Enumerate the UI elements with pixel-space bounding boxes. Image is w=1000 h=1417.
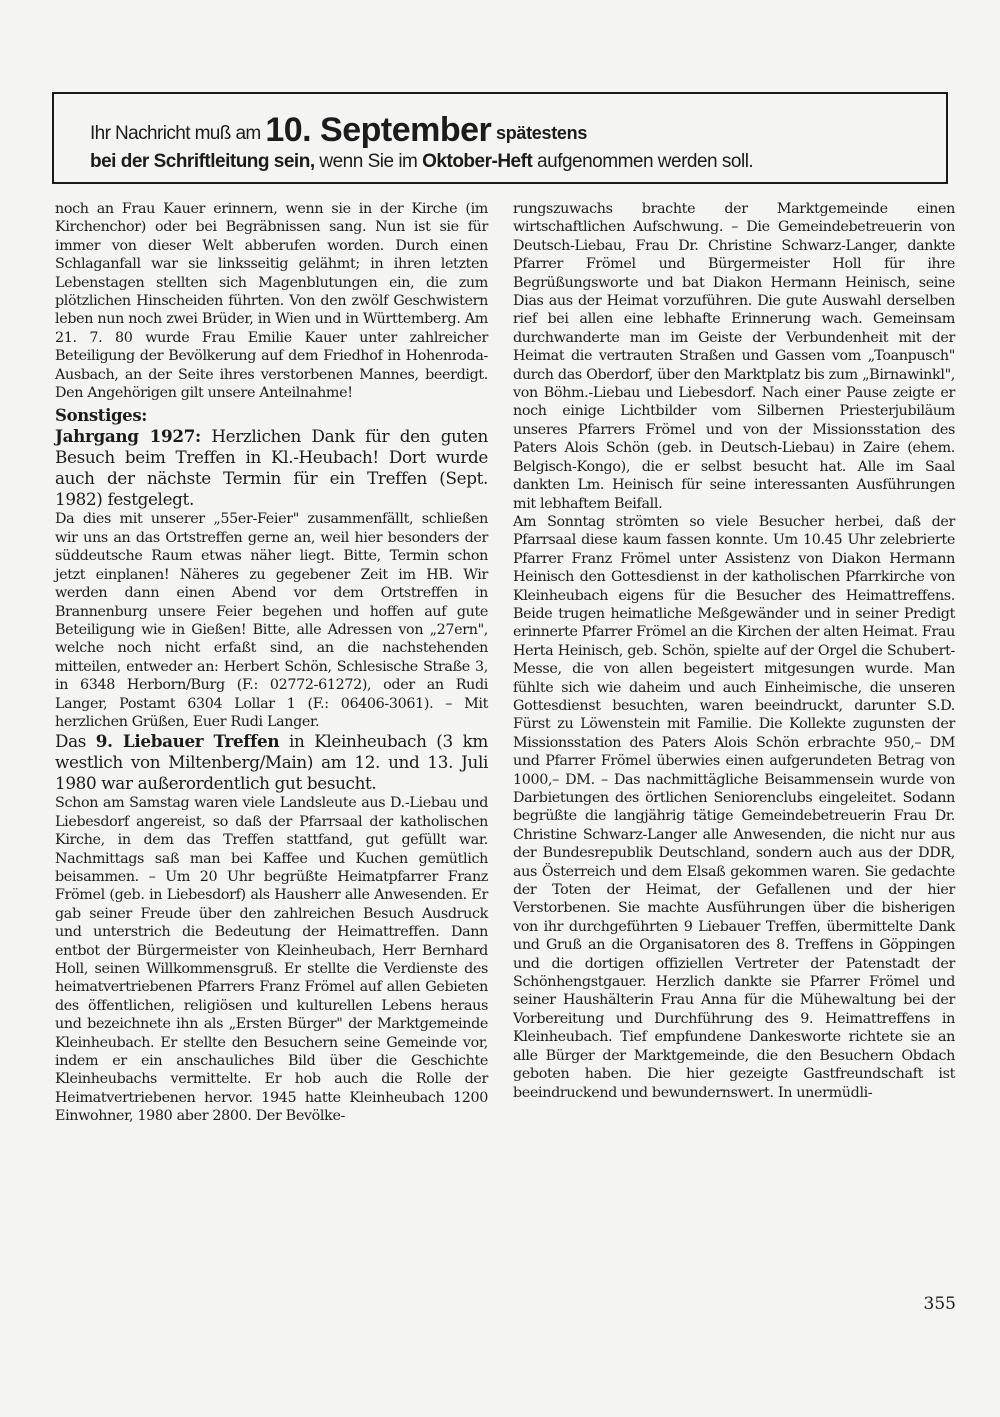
notice-end-text: aufgenommen werden soll. xyxy=(532,151,754,172)
notice-prefix: Ihr Nachricht muß am xyxy=(90,123,266,144)
notice-line-2 xyxy=(90,151,753,173)
report-continuation-paragraph: rungszuwachs brachte der Marktgemeinde einen wirtschaftlichen Aufschwung. – Die Gemeindebetreuerin von Deutsch-Liebau, Frau Dr. Christine Schwarz-Langer, dankte Pfarrer Frömel und Bürgermeister Holl für ihre Begrüßungsworte und bat Diakon Hermann Heinisch, seine Dias aus der Heimat vorzuführen. Die gute Auswahl derselben rief bei allen eine lebhafte Erinnerung wach. Gemeinsam durchwanderte man im Geiste der Verbundenheit mit der Heimat die vertrauten Straßen und Gassen vom „Toanpusch" durch das Oberdorf, über den Marktplatz bis zum „Birnawinkl", von Böhm.-Liebau und Liebesdorf. Nach einer Pause zeigte er noch einige Lichtbilder vom Silbernen Priesterjubiläum unseres Pfarrers Frömel und von der Missionsstation des Paters Alois Schön (geb. in Deutsch-Liebau) in Zaire (ehem. Belgisch-Kongo), die er selbst besucht hat. Alle im Saal dankten Lm. Heinisch für seine interessanten Ausführungen mit lebhaftem Beifall. xyxy=(513,201,955,512)
jahrgang-paragraph: Da dies mit unserer „55er-Feier" zusammenfällt, schließen wir uns an das Ortstreffen gerne an, weil hier besonders der süddeutsche Raum etwas näher liegt. Bitte, Termin schon jetzt einplanen! Näheres zu gegebener Zeit im HB. Wir werden dann einen Abend vor dem Ortstreffen in Brannenburg unsere Feier begehen und hoffen auf gute Beteiligung wie in Gießen! Bitte, alle Adressen von „27ern", welche noch nicht erfaßt sind, an die nachstehenden mitteilen, entweder an: Herbert Schön, Schlesische Straße 3, in 6348 Herborn/Burg (F.: 02772-61272), oder an Rudi Langer, Postamt 6304 Lollar 1 (F.: 06406-3061). – Mit herzlichen Grüßen, Euer Rudi Langer. xyxy=(55,511,488,730)
treffen-report-paragraph: Schon am Samstag waren viele Landsleute aus D.-Liebau und Liebesdorf angereist, so daß der Pfarrsaal der katholischen Kirche, in dem das Treffen stattfand, gut gefüllt war. Nachmittags saß man bei Kaffee und Kuchen gemütlich beisammen. – Um 20 Uhr begrüßte Heimatpfarrer Franz Frömel (geb. in Liebesdorf) als Hausherr alle Anwesenden. Er gab seiner Freude über den zahlreichen Besuch Ausdruck und unterstrich die Bedeutung der Heimattreffen. Dann entbot der Bürgermeister von Kleinheubach, Herr Bernhard Holl, seinen Willkommensgruß. Er stellte die Verdienste des heimatvertriebenen Pfarrers Franz Frömel auf allen Gebieten des öffentlichen, religiösen und kulturellen Lebens heraus und bezeichnete ihn als „Ersten Bürger" der Marktgemeinde Kleinheubach. Er stellte den Besuchern seine Gemeinde vor, indem er ein anschauliches Bild über die Geschichte Kleinheubachs vermittelte. Er hob auch die Rolle der Heimatvertriebenen hervor. 1945 hatte Kleinheubach 1200 Einwohner, 1980 aber 2800. Der Bevölke- xyxy=(55,795,488,1125)
notice-editor-text: bei der Schriftleitung sein, xyxy=(90,151,315,172)
jahrgang-lead xyxy=(55,426,488,510)
treffen-lead xyxy=(55,731,488,794)
treffen-title: 9. Liebauer Treffen xyxy=(95,731,280,752)
deadline-notice-box xyxy=(52,92,948,184)
notice-issue-name: Oktober-Heft xyxy=(422,151,533,172)
section-heading-sonstiges: Sonstiges: xyxy=(55,406,148,426)
page-number: 355 xyxy=(923,1294,956,1314)
treffen-lead-pre: Das xyxy=(55,731,96,752)
left-column xyxy=(55,200,488,1126)
right-column xyxy=(513,200,955,1102)
notice-suffix: spätestens xyxy=(491,123,588,143)
notice-deadline-date: 10. September xyxy=(265,111,492,149)
jahrgang-lead-text: Herzlichen Dank für den guten Besuch beim Treffen in Kl.-Heubach! Dort wurde auch der nächste Termin für ein Treffen (Sept. 1982) festgelegt. xyxy=(55,426,488,510)
treffen-lead-post: in Kleinheubach (3 km westlich von Miltenberg/Main) am 12. und 13. Juli 1980 war außerordentlich gut besucht. xyxy=(55,731,488,794)
obituary-paragraph: noch an Frau Kauer erinnern, wenn sie in der Kirche (im Kirchenchor) oder bei Begräbnissen sang. Nun ist sie für immer von dieser Welt abberufen worden. Durch einen Schlaganfall war sie linksseitig gelähmt; in ihren letzten Lebenstagen stellten sich Magenblutungen ein, die zum plötzlichen Hinscheiden führten. Von den zwölf Geschwistern leben nun noch zwei Brüder, in Wien und in Württemberg. Am 21. 7. 80 wurde Frau Emilie Kauer unter zahlreicher Beteiligung der Bevölkerung auf dem Friedhof in Hohenroda-Ausbach, an der Seite ihres verstorbenen Mannes, beerdigt. Den Angehörigen gilt unsere Anteilnahme! xyxy=(55,201,488,402)
notice-mid-text: wenn Sie im xyxy=(314,151,423,172)
notice-line-1 xyxy=(90,111,587,150)
jahrgang-label: Jahrgang 1927: xyxy=(55,426,201,447)
sunday-report-paragraph: Am Sonntag strömten so viele Besucher herbei, daß der Pfarrsaal diese kaum fassen konnte. Um 10.45 Uhr zelebrierte Pfarrer Franz Frömel unter Assistenz von Diakon Hermann Heinisch den Gottesdienst in der katholischen Pfarrkirche von Kleinheubach eigens für die Besucher des Heimattreffens. Beide trugen heimatliche Meßgewänder und in seiner Predigt erinnerte Pfarrer Frömel an die Kirchen der alten Heimat. Frau Herta Heinisch, geb. Schön, spielte auf der Orgel die Schubert-Messe, die von allen begeistert mitgesungen wurde. Man fühlte sich wie daheim und auch Einheimische, die unseren Gottesdienst besuchten, waren beeindruckt, darunter S.D. Fürst zu Löwenstein mit Familie. Die Kollekte zugunsten der Missionsstation des Paters Alois Schön erbrachte 950,– DM und Pfarrer Frömel überwies einen aufgerundeten Betrag von 1000,– DM. – Das nachmittägliche Beisammensein wurde von Darbietungen des örtlichen Seniorenclubs eingeleitet. Sodann begrüßte die langjährig tätige Gemeindebetreuerin Frau Dr. Christine Schwarz-Langer alle Anwesenden, die nicht nur aus der Bundesrepublik Deutschland, sondern auch aus der DDR, aus Österreich und dem Elsaß gekommen waren. Sie gedachte der Toten der Heimat, der Gefallenen und der hier Verstorbenen. Sie machte Ausführungen über die bisherigen von ihr durchgeführten 9 Liebauer Treffen, übermittelte Dank und Gruß an die Organisatoren des 8. Treffens in Göppingen und die dortigen offiziellen Vertreter der Patenstadt der Schönhengstgauer. Herzlich dankte sie Pfarrer Frömel und seiner Haushälterin Frau Anna für die Mühewaltung bei der Vorbereitung und Durchführung des 9. Heimattreffens in Kleinheubach. Tief empfundene Dankesworte richtete sie an alle Bürger der Marktgemeinde, die den Besuchern Obdach geboten haben. Die hier gezeigte Gastfreundschaft ist beeindruckend und bewundernswert. In unermüdli- xyxy=(513,513,955,1101)
